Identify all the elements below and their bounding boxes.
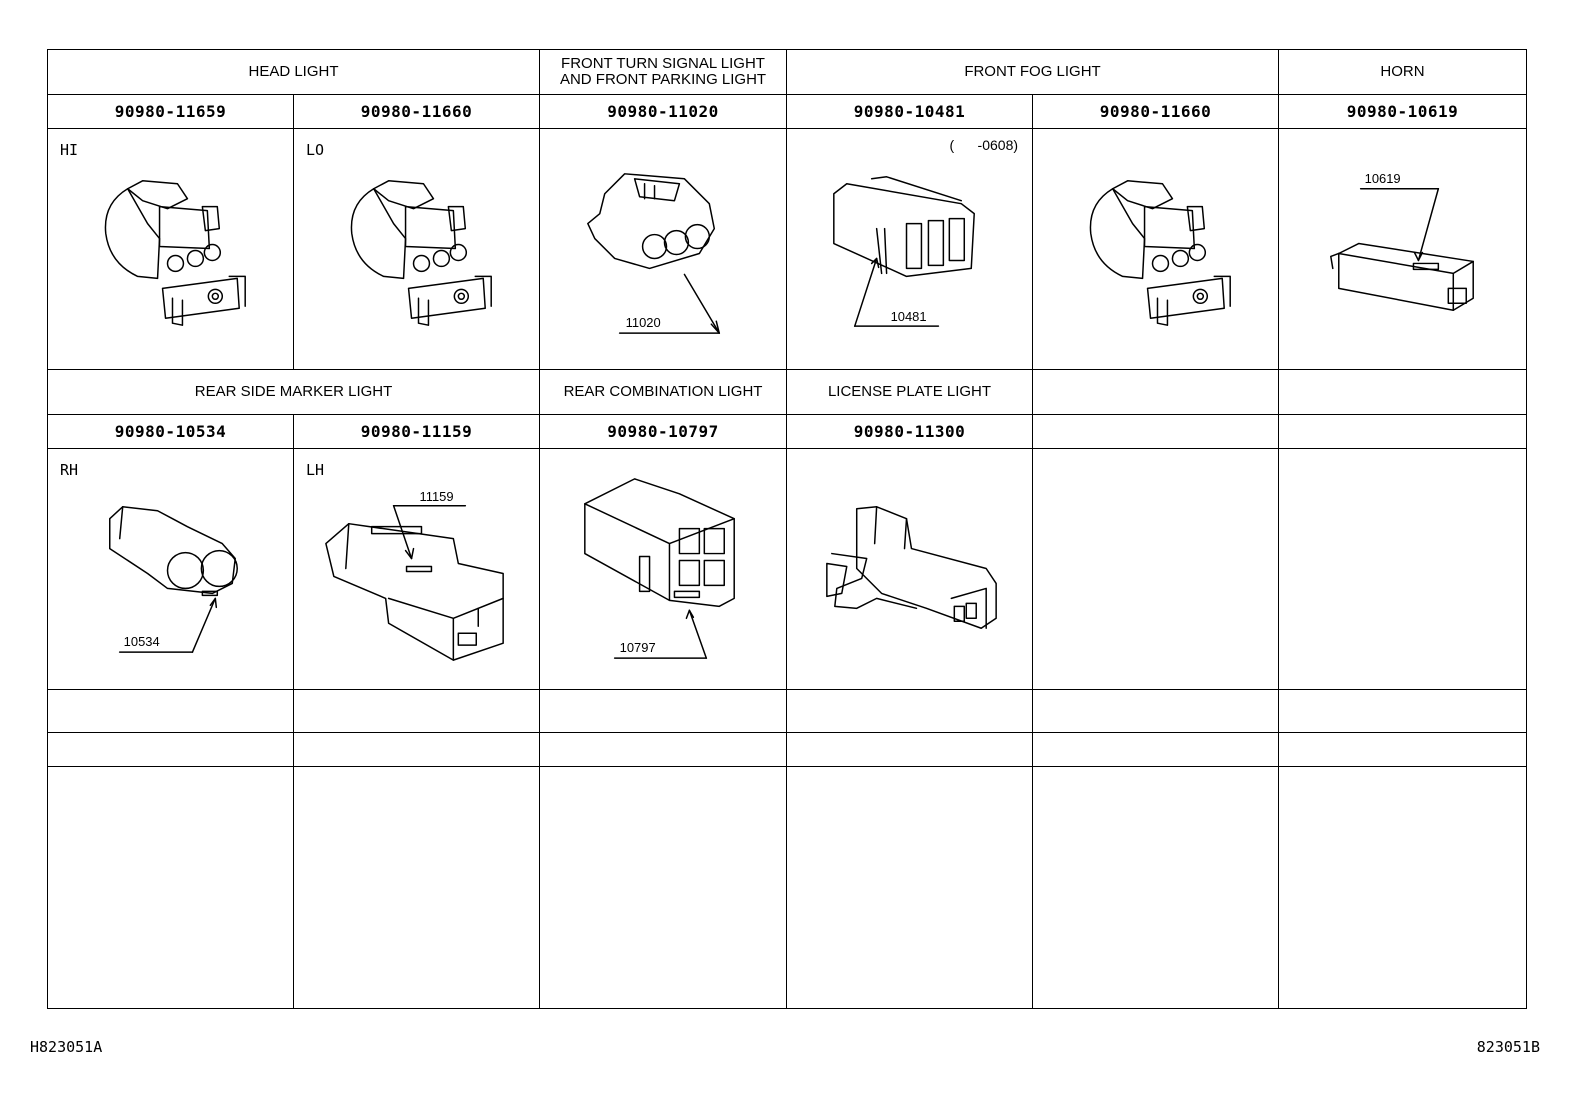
drawing-code-left: H823051A	[30, 1038, 103, 1056]
part-number: 90980-10481	[787, 95, 1033, 129]
empty-cell	[787, 690, 1033, 733]
part-number: 90980-11660	[1033, 95, 1279, 129]
empty-cell	[1033, 767, 1279, 1009]
part-number: 90980-11659	[48, 95, 294, 129]
license-plate-connector-drawing	[787, 449, 1032, 689]
callout-10619: 10619	[1364, 170, 1401, 186]
section-front-fog-light: FRONT FOG LIGHT	[787, 50, 1279, 95]
empty-cell	[1033, 449, 1279, 690]
empty-cell	[48, 733, 294, 767]
fog-note: ( -0608)	[949, 137, 1019, 153]
empty-cell	[540, 767, 787, 1009]
connector-cell-rh	[48, 449, 294, 690]
connector-cell-fog-11660	[1033, 129, 1279, 370]
empty-cell	[48, 767, 294, 1009]
section-rear-side-marker: REAR SIDE MARKER LIGHT	[48, 370, 540, 415]
empty-cell	[1279, 415, 1527, 449]
empty-cell	[1279, 733, 1527, 767]
empty-cell	[540, 733, 787, 767]
empty-cell	[1279, 767, 1527, 1009]
part-number: 90980-11020	[540, 95, 787, 129]
empty-cell	[48, 690, 294, 733]
part-number: 90980-10534	[48, 415, 294, 449]
callout-10797: 10797	[619, 640, 656, 656]
part-number: 90980-11300	[787, 415, 1033, 449]
section-front-turn-line2: AND FRONT PARKING LIGHT	[559, 71, 767, 88]
tag-lo: LO	[306, 141, 325, 159]
rear-combination-connector-drawing	[540, 449, 786, 689]
connector-cell-11020	[540, 129, 787, 370]
callout-11159: 11159	[419, 488, 454, 504]
tag-hi: HI	[60, 141, 79, 159]
horn-connector-drawing	[1279, 129, 1526, 369]
callout-10481: 10481	[890, 309, 927, 325]
empty-cell	[1279, 370, 1527, 415]
section-rear-combination: REAR COMBINATION LIGHT	[540, 370, 787, 415]
empty-cell	[294, 733, 540, 767]
connector-cell-10481	[787, 129, 1033, 370]
connector-cell-10619	[1279, 129, 1527, 370]
connector-cell-lo	[294, 129, 540, 370]
connector-cell-10797	[540, 449, 787, 690]
turn-signal-connector-drawing	[540, 129, 786, 369]
empty-cell	[294, 767, 540, 1009]
part-number: 90980-10619	[1279, 95, 1527, 129]
fog-connector-drawing	[787, 129, 1032, 369]
connector-table	[47, 49, 1527, 1009]
callout-11020: 11020	[625, 315, 661, 331]
section-front-turn-line1: FRONT TURN SIGNAL LIGHT	[561, 55, 765, 72]
empty-cell	[1033, 415, 1279, 449]
empty-cell	[294, 690, 540, 733]
tag-lh: LH	[306, 461, 325, 479]
section-head-light: HEAD LIGHT	[48, 50, 540, 95]
drawing-code-right: 823051B	[1476, 1038, 1540, 1056]
section-front-turn-signal	[540, 50, 787, 95]
empty-cell	[1279, 690, 1527, 733]
empty-cell	[787, 767, 1033, 1009]
empty-cell	[1033, 733, 1279, 767]
connector-cell-11300	[787, 449, 1033, 690]
connector-cell-hi	[48, 129, 294, 370]
empty-cell	[1033, 690, 1279, 733]
empty-cell	[1033, 370, 1279, 415]
section-license-plate: LICENSE PLATE LIGHT	[787, 370, 1033, 415]
fog-connector-11660-drawing	[1033, 129, 1278, 369]
part-number: 90980-11159	[294, 415, 540, 449]
empty-cell	[540, 690, 787, 733]
connector-cell-lh	[294, 449, 540, 690]
empty-cell	[1279, 449, 1527, 690]
headlight-connector-drawing	[48, 129, 293, 369]
rear-side-marker-lh-drawing	[294, 449, 539, 689]
rear-side-marker-rh-drawing	[48, 449, 293, 689]
part-number: 90980-11660	[294, 95, 540, 129]
empty-cell	[787, 733, 1033, 767]
tag-rh: RH	[60, 461, 79, 479]
part-number: 90980-10797	[540, 415, 787, 449]
callout-10534: 10534	[123, 634, 160, 650]
headlight-connector-drawing	[294, 129, 539, 369]
section-horn: HORN	[1279, 50, 1527, 95]
